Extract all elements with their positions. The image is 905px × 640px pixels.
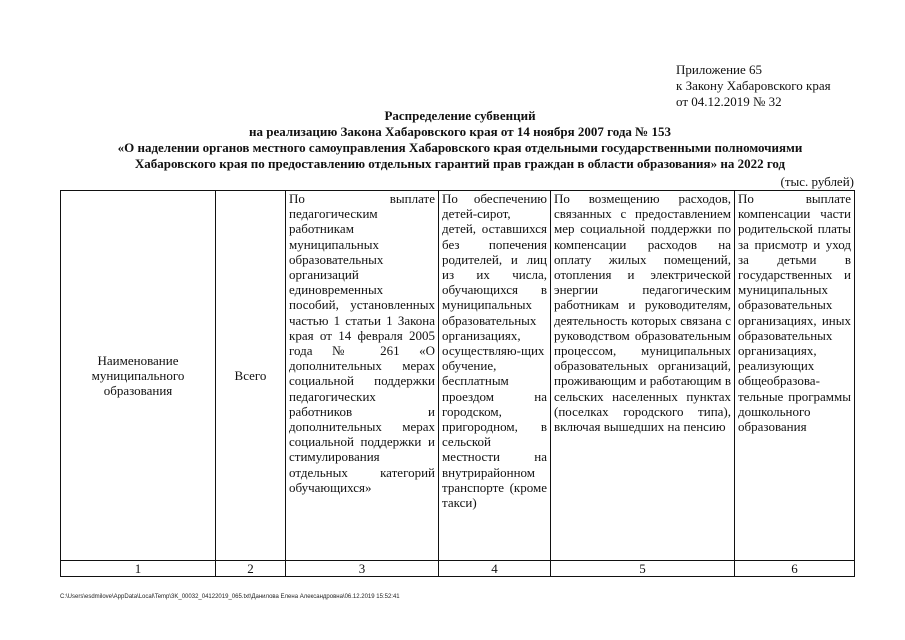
header-rural-housing-compensation: По возмещению расходов, связанных с предоставлением мер социальной поддержки по компенсации расходов на оплату жилых помещений, отопления и электрической энергии педагогическим работникам и руководителям, деятельность которых связана с руководством образовательным процессом, муниципальных образовательных организаций, проживающим и работающим в сельских населенных пунктах (поселках городского типа), включая вышедших на пенсию [551,191,735,561]
file-path-footer: C:\Users\esdmilove\AppData\Local\Temp\3K_00032_04122019_065.txt\Данилова Елена Александровна\06.12.2019 15:52:41 [60,594,400,600]
subsidy-table [60,190,855,577]
column-number: 5 [551,561,735,577]
column-number: 2 [216,561,286,577]
units-label: (тыс. рублей) [780,174,854,189]
appendix-law: к Закону Хабаровского края [676,78,831,93]
header-municipality: Наименование муниципального образования [61,191,216,561]
column-number: 1 [61,561,216,577]
column-number: 6 [735,561,855,577]
title-line-2: на реализацию Закона Хабаровского края от 14 ноября 2007 года № 153 [249,124,671,139]
appendix-number: Приложение 65 [676,62,763,77]
column-number: 3 [286,561,439,577]
title-line-1: Распределение субвенций [384,108,536,123]
table-header-row [61,191,855,561]
title-line-4: Хабаровского края по предоставлению отдельных гарантий прав граждан в области образования» на 2022 год [134,156,786,171]
header-teacher-allowances: По выплате педагогическим работникам муниципальных образовательных организаций единовременных пособий, установленных частью 1 статьи 1 Закона края от 14 февраля 2005 года № 261 «О дополнительных мерах социальной поддержки педагогических работников и дополнительных мерах социальной поддержки и стимулирования отдельных категорий обучающихся» [286,191,439,561]
title-line-3: «О наделении органов местного самоуправления Хабаровского края отдельными государственными полномочиями [117,140,803,155]
column-number: 4 [439,561,551,577]
header-orphans-travel: По обеспечению детей-сирот, детей, оставшихся без попечения родителей, и лиц из их числа, обучающихся в муниципальных образовательных организациях, осуществляю-щих обучение, бесплатным проездом на городском, пригородном, в сельской местности на внутрирайонном транспорте (кроме такси) [439,191,551,561]
header-total: Всего [216,191,286,561]
appendix-reference [676,62,831,110]
header-parental-fee-compensation: По выплате компенсации части родительской платы за присмотр и уход за детьми в государственных и муниципальных образовательных организациях, иных образовательных организациях, реализующих общеобразова-тельные программы дошкольного образования [735,191,855,561]
appendix-date: от 04.12.2019 № 32 [676,94,782,109]
column-numbers-row [61,561,855,577]
document-title [60,108,860,172]
